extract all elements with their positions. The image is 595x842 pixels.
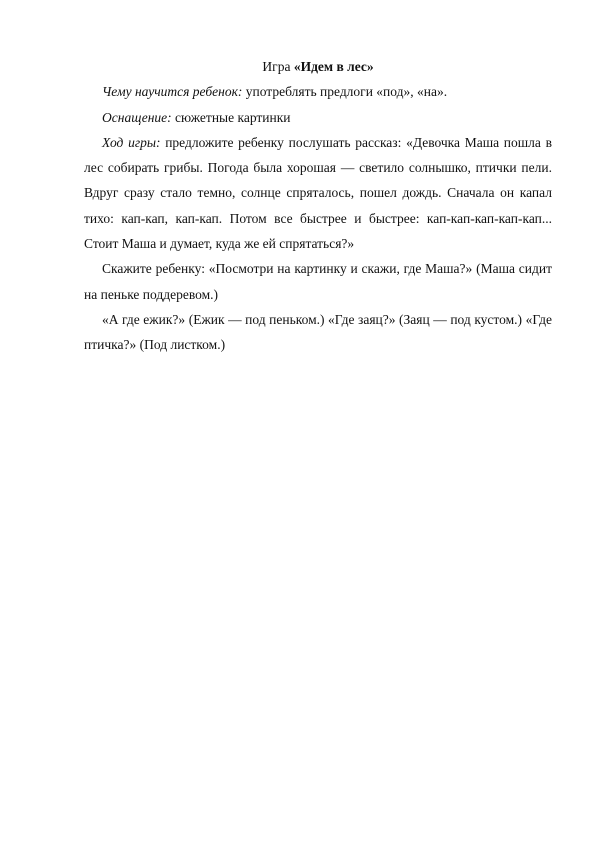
game-title [84, 54, 552, 79]
paragraph-label: Оснащение: [102, 109, 172, 125]
title-prefix: Игра [262, 59, 294, 74]
paragraph-label: Ход игры: [102, 134, 161, 150]
paragraph-label: Чему научится ребенок: [102, 84, 243, 100]
paragraph-game-procedure [84, 130, 552, 256]
paragraph-questions-animals [84, 307, 552, 358]
paragraph-text: употреблять предлоги «под», «на». [242, 84, 448, 100]
paragraph-equipment [84, 105, 552, 130]
paragraph-text: предложите ребенку послушать рассказ: «Девочка Маша пошла в лес собирать грибы. Погода была хорошая — светило солнышко, птички пели. Вдруг сразу стало темно, солнце спряталось, пошел дождь. Сначала он капал тихо: кап-кап, кап-кап. Потом все быстрее и быстрее: кап-кап-кап-кап-кап... Стоит Маша и думает, куда же ей спрятаться?» [84, 134, 552, 252]
paragraph-text: Скажите ребенку: «Посмотри на картинку и скажи, где Маша?» (Маша сидит на пеньке поддеревом.) [84, 261, 552, 302]
title-name: «Идем в лес» [293, 59, 374, 74]
paragraph-text: сюжетные картинки [171, 109, 291, 125]
document-body [84, 54, 552, 358]
paragraph-question-masha [84, 256, 552, 307]
paragraph-learning-goal [84, 79, 552, 104]
paragraph-text: «А где ежик?» (Ежик — под пеньком.) «Где заяц?» (Заяц — под кустом.) «Где птичка?» (Под листком.) [84, 311, 552, 353]
